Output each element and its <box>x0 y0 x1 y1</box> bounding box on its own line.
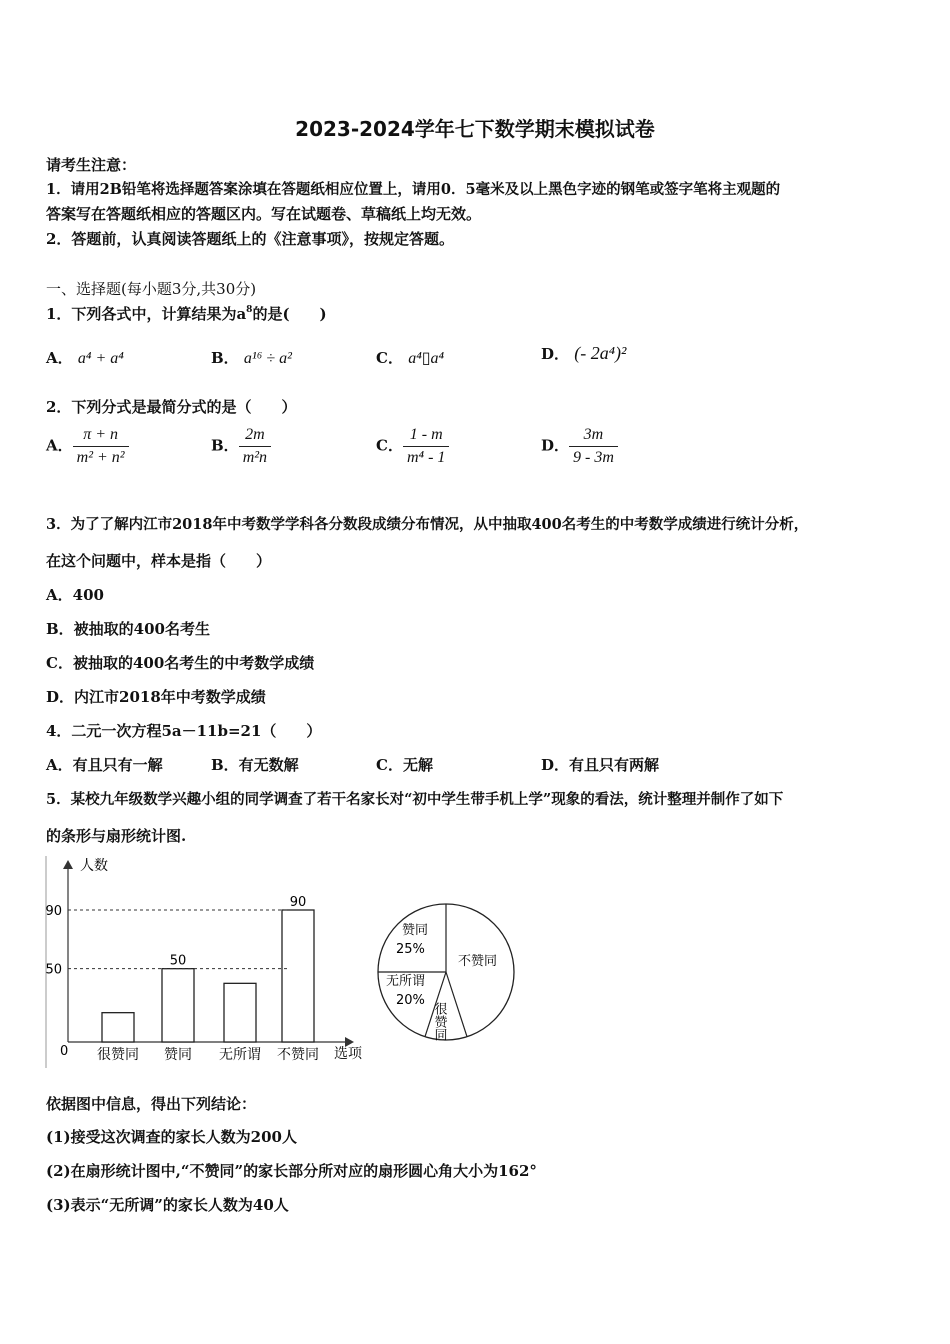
pie-label-wusuowei: 无所谓 <box>386 974 426 989</box>
q4-option-b: B．有无数解 <box>211 756 299 774</box>
q3-stem-line-1: 3．为了了解内江市2018年中考数学学科各分数段成绩分布情况，从中抽取400名考生的中考数学成绩进行统计分析， <box>46 516 809 533</box>
section-heading: 一、选择题(每小题3分,共30分) <box>46 280 257 298</box>
q5-info-line: 依据图中信息，得出下列结论： <box>46 1095 257 1113</box>
q1-option-a: A． a⁴ + a⁴ <box>46 349 124 367</box>
q1-option-c: C． a⁴▯a⁴ <box>376 349 445 367</box>
q4-option-d: D．有且只有两解 <box>541 756 660 774</box>
pie-pct-zantong: 25% <box>396 942 425 957</box>
q1-option-b: B． a¹⁶ ÷ a² <box>211 349 292 367</box>
pie-label-zantong: 赞同 <box>402 923 429 938</box>
y-tick-label: 90 <box>45 904 62 919</box>
y-axis-arrow-icon <box>63 860 73 869</box>
q2-option-a: A． $\frac{\pi + n}{\text{m² + n²}}$ <box>46 426 129 467</box>
pie-label-buzantong: 不赞同 <box>458 954 498 969</box>
q1-option-d: D． (- 2a⁴)² <box>541 343 627 363</box>
q3-option-a: A．400 <box>46 586 104 604</box>
bar-category-label: 不赞同 <box>277 1047 319 1063</box>
bar-1 <box>162 969 194 1042</box>
page-title: 2023-2024学年七下数学期末模拟试卷 <box>295 117 655 141</box>
pie-chart <box>372 898 520 1046</box>
notice-heading: 请考生注意： <box>46 156 137 174</box>
bar-category-label: 无所谓 <box>219 1047 261 1063</box>
q2-option-c: C． $\frac{1 - m}{\text{m⁴ - 1}}$ <box>376 426 449 467</box>
bar-chart <box>40 852 380 1074</box>
origin-label: 0 <box>60 1044 69 1059</box>
q1-stem: 1．下列各式中，计算结果为$a^8$的是( ) <box>46 305 327 323</box>
q5-conclusion-1: (1)接受这次调查的家长人数为200人 <box>46 1128 297 1146</box>
q2-stem: 2．下列分式是最简分式的是（ ） <box>46 398 297 416</box>
q2-option-d: D． $\frac{3m}{9 - 3m}$ <box>541 426 618 467</box>
bar-3 <box>282 910 314 1042</box>
q4-option-a: A．有且只有一解 <box>46 756 163 774</box>
q4-stem: 4．二元一次方程5a－11b=21（ ） <box>46 722 322 740</box>
q5-conclusion-3: (3)表示“无所调”的家长人数为40人 <box>46 1196 289 1214</box>
pie-pct-wusuowei: 20% <box>396 993 425 1008</box>
q3-option-b: B．被抽取的400名考生 <box>46 620 210 638</box>
q5-stem-line-1: 5．某校九年级数学兴趣小组的同学调查了若干名家长对“初中学生带手机上学”现象的看法，统计整理并制作了如下 <box>46 791 784 808</box>
q5-stem-line-2: 的条形与扇形统计图. <box>46 827 187 845</box>
q4-option-c: C．无解 <box>376 756 433 774</box>
q2-option-b: B． $\frac{2m}{\text{m²n}}$ <box>211 426 271 467</box>
bar-2 <box>224 983 256 1042</box>
bar-value-label: 50 <box>169 953 187 969</box>
notice-line-2: 答案写在答题纸相应的答题区内。写在试题卷、草稿纸上均无效。 <box>46 205 482 223</box>
notice-line-1: 1．请用2B铅笔将选择题答案涂填在答题纸相应位置上，请用0．5毫米及以上黑色字迹的钢笔或签字笔将主观题的 <box>46 181 781 198</box>
q3-stem-line-2: 在这个问题中，样本是指（ ） <box>46 552 272 570</box>
y-tick-label: 50 <box>45 962 62 978</box>
bar-category-label: 赞同 <box>164 1047 192 1063</box>
pie-label-henzantong: 很赞同 <box>431 1002 447 1041</box>
bar-category-label: 很赞同 <box>97 1047 139 1063</box>
bar-value-label: 90 <box>289 895 307 910</box>
y-axis-label: 人数 <box>80 858 108 874</box>
notice-line-3: 2．答题前，认真阅读答题纸上的《注意事项》，按规定答题。 <box>46 230 454 248</box>
q3-option-c: C．被抽取的400名考生的中考数学成绩 <box>46 654 315 672</box>
q5-conclusion-2: (2)在扇形统计图中,“不赞同”的家长部分所对应的扇形圆心角大小为162° <box>46 1162 537 1180</box>
x-axis-label: 选项 <box>334 1046 362 1062</box>
q3-option-d: D．内江市2018年中考数学成绩 <box>46 688 266 706</box>
bar-0 <box>102 1013 134 1042</box>
